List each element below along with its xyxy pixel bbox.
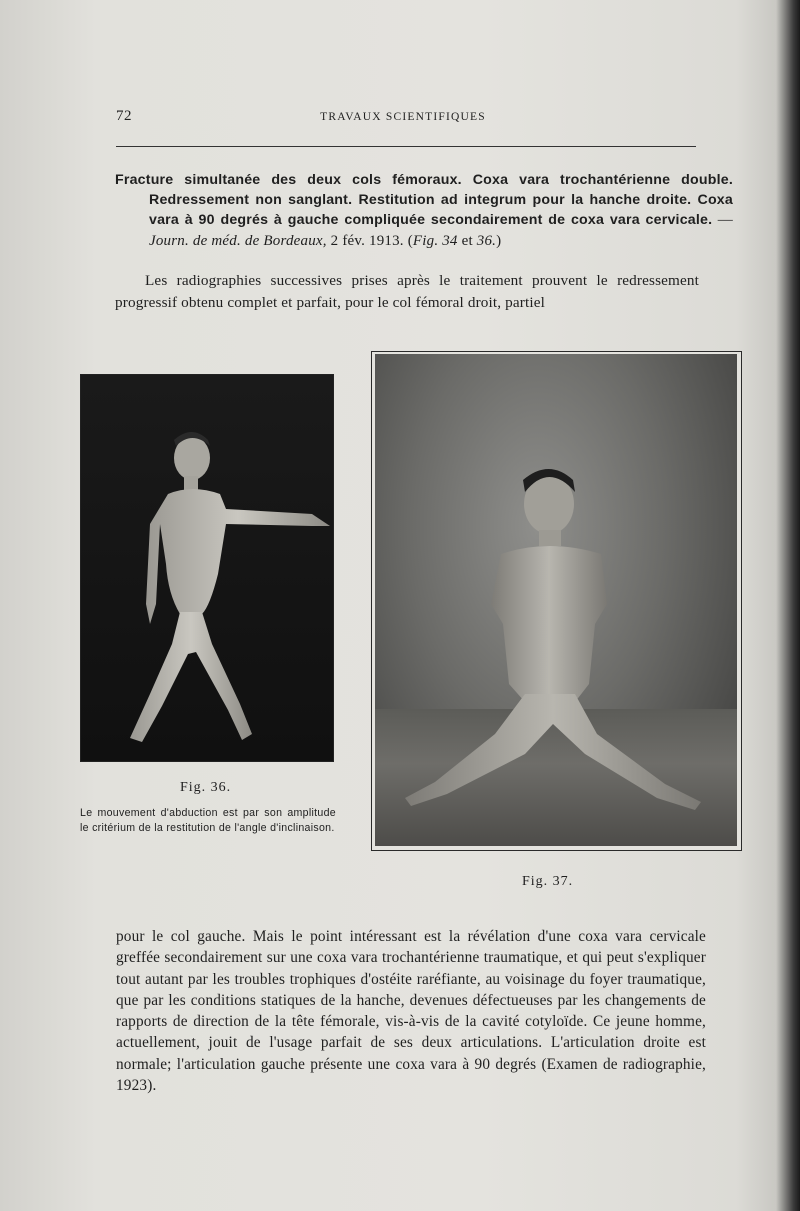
reference-close: ): [496, 232, 502, 249]
reference-figure-b: 36.: [476, 232, 497, 249]
figure-37-label: Fig. 37.: [522, 874, 574, 889]
figure-36-photo: [80, 374, 334, 762]
reference-figure-a: Fig. 34: [412, 232, 458, 249]
figure-36-label: Fig. 36.: [180, 780, 232, 795]
article-title-text: Fracture simultanée des deux cols fémoraux. Coxa vara trochantérienne double. Redressement non sanglant. Restitution ad integrum pour la hanche droite. Coxa vara à 90 degrés à gauche compliquée secondairement de coxa vara cervicale.: [115, 172, 733, 229]
running-head: [110, 108, 696, 130]
article-title: [115, 170, 733, 251]
header-rule: [116, 146, 696, 147]
reference-date: 2 fév. 1913. (: [326, 232, 413, 249]
body-paragraph: pour le col gauche. Mais le point intéressant est la révélation d'une coxa vara cervicale greffée secondairement sur une coxa vara trochantérienne traumatique, et qui peut s'expliquer tout autant par les troubles trophiques d'ostéite raréfiante, au voisinage du foyer traumatique, que par les conditions statiques de la hanche, devenues défectueuses par les changements de rapports de direction de la tête fémorale, vis-à-vis de la cavité cotyloïde. Ce jeune homme, actuellement, jouit de l'usage parfait de ses deux articulations. L'articulation droite est normale; l'articulation gauche présente une coxa vara à 90 degrés (Examen de radiographie, 1923).: [116, 928, 706, 1095]
reference-and: et: [457, 232, 477, 249]
intro-paragraph: Les radiographies successives prises après le traitement prouvent le redressement progressif obtenu complet et parfait, pour le col fémoral droit, partiel: [115, 272, 699, 311]
page-number: 72: [116, 108, 132, 124]
figure-37-photo: [375, 354, 737, 846]
figure-36-boy-silhouette: [80, 374, 334, 762]
reference-dash: —: [712, 212, 733, 229]
running-title: TRAVAUX SCIENTIFIQUES: [320, 111, 486, 123]
figure-37-boy-silhouette: [375, 354, 737, 846]
reference-journal: Journ. de méd. de Bordeaux,: [149, 232, 327, 249]
figure-36-caption: Le mouvement d'abduction est par son amplitude le critérium de la restitution de l'angle d'inclinaison.: [80, 807, 336, 834]
